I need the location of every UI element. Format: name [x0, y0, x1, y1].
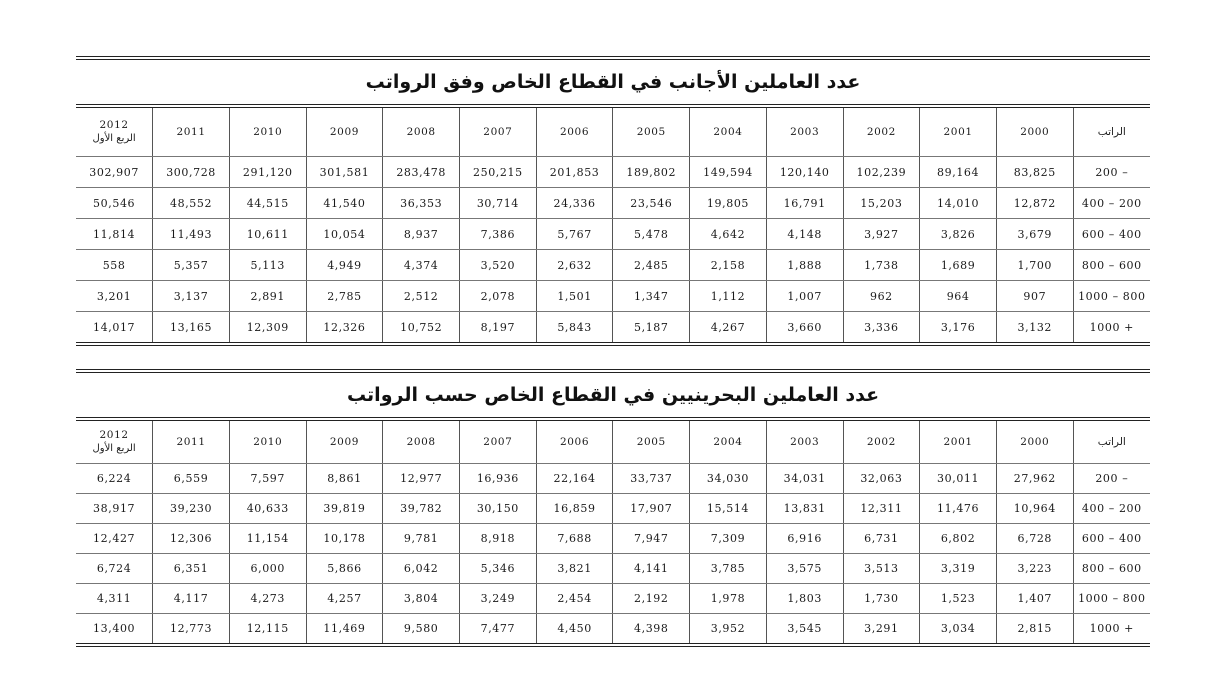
value-cell: 33,737 — [613, 464, 690, 494]
salary-range-cell: 1000 + — [1073, 312, 1150, 343]
header-year-cell: 2003 — [766, 108, 843, 157]
value-cell: 3,223 — [996, 554, 1073, 584]
value-cell: 3,249 — [460, 584, 537, 614]
value-cell: 5,866 — [306, 554, 383, 584]
value-cell: 10,054 — [306, 219, 383, 250]
value-cell: 2,078 — [460, 281, 537, 312]
value-cell: 1,689 — [920, 250, 997, 281]
value-cell: 30,011 — [920, 464, 997, 494]
value-cell: 4,148 — [766, 219, 843, 250]
header-row — [76, 421, 1150, 464]
value-cell: 3,176 — [920, 312, 997, 343]
header-year: 2012 — [99, 119, 129, 131]
header-year-cell: 2011 — [153, 421, 230, 464]
header-year-cell: 2002 — [843, 108, 920, 157]
salary-range-cell: 600 – 400 — [1073, 524, 1150, 554]
value-cell: 40,633 — [229, 494, 306, 524]
value-cell: 3,679 — [996, 219, 1073, 250]
header-year-cell: 2003 — [766, 421, 843, 464]
value-cell: 2,785 — [306, 281, 383, 312]
table-row — [76, 494, 1150, 524]
value-cell: 3,520 — [460, 250, 537, 281]
value-cell: 12,326 — [306, 312, 383, 343]
value-cell: 3,137 — [153, 281, 230, 312]
value-cell: 301,581 — [306, 157, 383, 188]
table-row — [76, 464, 1150, 494]
value-cell: 907 — [996, 281, 1073, 312]
value-cell: 7,386 — [460, 219, 537, 250]
value-cell: 5,843 — [536, 312, 613, 343]
table-row — [76, 250, 1150, 281]
value-cell: 7,477 — [460, 614, 537, 644]
value-cell: 3,132 — [996, 312, 1073, 343]
salary-range-cell: 800 – 600 — [1073, 250, 1150, 281]
value-cell: 6,731 — [843, 524, 920, 554]
value-cell: 5,478 — [613, 219, 690, 250]
value-cell: 3,575 — [766, 554, 843, 584]
value-cell: 16,791 — [766, 188, 843, 219]
header-cell-2012 — [76, 108, 153, 157]
value-cell: 4,117 — [153, 584, 230, 614]
header-year-cell: 2008 — [383, 421, 460, 464]
header-year-cell: 2005 — [613, 421, 690, 464]
salary-range-cell: 600 – 400 — [1073, 219, 1150, 250]
value-cell: 102,239 — [843, 157, 920, 188]
value-cell: 291,120 — [229, 157, 306, 188]
value-cell: 24,336 — [536, 188, 613, 219]
value-cell: 4,642 — [690, 219, 767, 250]
value-cell: 12,311 — [843, 494, 920, 524]
value-cell: 13,400 — [93, 622, 136, 635]
bottom-double-rule — [76, 643, 1150, 647]
value-cell: 9,580 — [383, 614, 460, 644]
value-cell: 558 — [76, 250, 153, 281]
value-cell: 4,398 — [613, 614, 690, 644]
table-row — [76, 281, 1150, 312]
value-cell: 189,802 — [613, 157, 690, 188]
value-cell: 5,767 — [536, 219, 613, 250]
bahraini-workers-table — [76, 421, 1150, 643]
value-cell: 15,514 — [690, 494, 767, 524]
value-cell: 4,267 — [690, 312, 767, 343]
value-cell: 22,164 — [536, 464, 613, 494]
value-cell: 7,309 — [690, 524, 767, 554]
value-cell: 300,728 — [153, 157, 230, 188]
value-cell: 3,201 — [76, 281, 153, 312]
value-cell: 12,306 — [153, 524, 230, 554]
value-cell: 3,513 — [843, 554, 920, 584]
value-cell: 1,523 — [920, 584, 997, 614]
value-cell: 4,450 — [536, 614, 613, 644]
value-cell: 2,891 — [229, 281, 306, 312]
header-year-cell: 2010 — [229, 421, 306, 464]
value-cell: 11,814 — [76, 219, 153, 250]
value-cell: 8,937 — [383, 219, 460, 250]
table-row — [76, 524, 1150, 554]
value-cell: 3,826 — [920, 219, 997, 250]
value-cell: 3,821 — [536, 554, 613, 584]
value-cell: 1,730 — [843, 584, 920, 614]
header-year-cell: 2004 — [690, 421, 767, 464]
value-cell: 16,936 — [460, 464, 537, 494]
value-cell: 6,224 — [76, 464, 153, 494]
header-year-cell: 2004 — [690, 108, 767, 157]
salary-range-cell: 800 – 600 — [1073, 554, 1150, 584]
header-year-note: الربع الأول — [92, 443, 136, 454]
value-cell: 6,802 — [920, 524, 997, 554]
value-cell: 3,034 — [920, 614, 997, 644]
value-cell: 10,752 — [383, 312, 460, 343]
header-year-cell: 2000 — [996, 108, 1073, 157]
value-cell: 5,113 — [229, 250, 306, 281]
value-cell: 4,374 — [383, 250, 460, 281]
value-cell: 3,319 — [920, 554, 997, 584]
value-cell: 39,782 — [383, 494, 460, 524]
header-year-cell: 2005 — [613, 108, 690, 157]
table-row — [76, 157, 1150, 188]
value-cell: 38,917 — [76, 494, 153, 524]
value-cell: 10,178 — [306, 524, 383, 554]
value-cell: 1,501 — [536, 281, 613, 312]
header-year-cell: 2006 — [536, 421, 613, 464]
value-cell: 6,916 — [766, 524, 843, 554]
value-cell: 3,927 — [843, 219, 920, 250]
value-cell: 32,063 — [843, 464, 920, 494]
bottom-double-rule — [76, 342, 1150, 346]
header-year-cell: 2011 — [153, 108, 230, 157]
value-cell: 44,515 — [229, 188, 306, 219]
value-cell: 5,346 — [460, 554, 537, 584]
value-cell: 8,918 — [460, 524, 537, 554]
value-cell: 30,714 — [460, 188, 537, 219]
value-cell: 83,825 — [996, 157, 1073, 188]
value-cell: 89,164 — [920, 157, 997, 188]
value-cell: 3,660 — [766, 312, 843, 343]
value-cell: 6,351 — [153, 554, 230, 584]
value-cell: 1,407 — [996, 584, 1073, 614]
value-cell: 16,859 — [536, 494, 613, 524]
header-row — [76, 108, 1150, 157]
value-cell: 34,030 — [690, 464, 767, 494]
value-cell: 1,007 — [766, 281, 843, 312]
value-cell: 3,785 — [690, 554, 767, 584]
header-year: 2012 — [99, 429, 129, 441]
value-cell: 5,357 — [153, 250, 230, 281]
value-cell: 27,962 — [996, 464, 1073, 494]
value-cell: 4,273 — [229, 584, 306, 614]
value-cell: 1,347 — [613, 281, 690, 312]
value-cell: 1,700 — [996, 250, 1073, 281]
value-cell: 23,546 — [613, 188, 690, 219]
value-cell: 7,947 — [613, 524, 690, 554]
value-cell: 2,632 — [536, 250, 613, 281]
value-cell: 2,454 — [536, 584, 613, 614]
value-cell: 149,594 — [690, 157, 767, 188]
value-cell: 120,140 — [766, 157, 843, 188]
salary-range-cell: 1000 + — [1073, 614, 1150, 644]
value-cell: 2,485 — [613, 250, 690, 281]
header-year-cell: 2010 — [229, 108, 306, 157]
salary-range-cell: 400 – 200 — [1073, 494, 1150, 524]
header-year-cell: 2009 — [306, 108, 383, 157]
value-cell: 6,000 — [229, 554, 306, 584]
value-cell: 19,805 — [690, 188, 767, 219]
value-cell: 962 — [843, 281, 920, 312]
value-cell: 6,559 — [153, 464, 230, 494]
value-cell: 250,215 — [460, 157, 537, 188]
value-cell: 10,964 — [996, 494, 1073, 524]
value-cell: 30,150 — [460, 494, 537, 524]
value-cell: 6,724 — [76, 554, 153, 584]
value-cell: 12,309 — [229, 312, 306, 343]
value-cell: 12,977 — [383, 464, 460, 494]
value-cell: 1,803 — [766, 584, 843, 614]
value-cell: 39,819 — [306, 494, 383, 524]
value-cell: 10,611 — [229, 219, 306, 250]
value-cell: 6,042 — [383, 554, 460, 584]
value-cell: 964 — [920, 281, 997, 312]
salary-range-cell: 1000 – 800 — [1073, 584, 1150, 614]
value-cell: 34,031 — [766, 464, 843, 494]
value-cell: 3,336 — [843, 312, 920, 343]
value-cell: 7,597 — [229, 464, 306, 494]
value-cell: 11,154 — [229, 524, 306, 554]
value-cell: 39,230 — [153, 494, 230, 524]
table-row — [76, 584, 1150, 614]
bahraini-workers-section — [76, 369, 1150, 647]
value-cell: 4,141 — [613, 554, 690, 584]
value-cell: 17,907 — [613, 494, 690, 524]
value-cell: 3,291 — [843, 614, 920, 644]
header-year-cell: 2007 — [460, 421, 537, 464]
header-year-cell: 2002 — [843, 421, 920, 464]
salary-range-cell: 400 – 200 — [1073, 188, 1150, 219]
header-year-note: الربع الأول — [92, 133, 136, 144]
value-cell: 11,476 — [920, 494, 997, 524]
value-cell: 2,192 — [613, 584, 690, 614]
value-cell: 14,010 — [920, 188, 997, 219]
value-cell: 2,158 — [690, 250, 767, 281]
table-title: عدد العاملين البحرينيين في القطاع الخاص حسب الرواتب — [346, 384, 880, 406]
salary-range-cell: 200 – — [1073, 464, 1150, 494]
value-cell: 7,688 — [536, 524, 613, 554]
value-cell: 11,493 — [153, 219, 230, 250]
salary-range-cell: 1000 – 800 — [1073, 281, 1150, 312]
table-row — [76, 554, 1150, 584]
value-cell: 12,872 — [996, 188, 1073, 219]
value-cell: 14,017 — [93, 320, 136, 334]
value-cell: 283,478 — [383, 157, 460, 188]
value-cell: 5,187 — [613, 312, 690, 343]
value-cell: 3,545 — [766, 614, 843, 644]
value-cell: 12,115 — [229, 614, 306, 644]
value-cell: 302,907 — [76, 157, 153, 188]
header-year-cell: 2000 — [996, 421, 1073, 464]
value-cell: 36,353 — [383, 188, 460, 219]
foreign-workers-section — [76, 56, 1150, 346]
value-cell: 4,311 — [76, 584, 153, 614]
value-cell: 4,257 — [306, 584, 383, 614]
header-salary-label: الراتب — [1073, 108, 1150, 157]
value-cell: 8,861 — [306, 464, 383, 494]
value-cell: 41,540 — [306, 188, 383, 219]
value-cell: 2,512 — [383, 281, 460, 312]
value-cell: 1,888 — [766, 250, 843, 281]
value-cell: 3,952 — [690, 614, 767, 644]
value-cell: 6,728 — [996, 524, 1073, 554]
value-cell: 1,738 — [843, 250, 920, 281]
table-row — [76, 614, 1150, 644]
value-cell: 9,781 — [383, 524, 460, 554]
value-cell: 3,804 — [383, 584, 460, 614]
value-cell: 11,469 — [306, 614, 383, 644]
value-cell: 4,949 — [306, 250, 383, 281]
value-cell: 48,552 — [153, 188, 230, 219]
header-year-cell: 2001 — [920, 421, 997, 464]
foreign-workers-table — [76, 108, 1150, 342]
value-cell: 12,773 — [153, 614, 230, 644]
header-year-cell: 2006 — [536, 108, 613, 157]
value-cell: 15,203 — [843, 188, 920, 219]
header-year-cell: 2009 — [306, 421, 383, 464]
value-cell: 2,815 — [996, 614, 1073, 644]
header-salary-label: الراتب — [1073, 421, 1150, 464]
header-cell-2012 — [76, 421, 153, 464]
value-cell: 13,831 — [766, 494, 843, 524]
value-cell: 1,112 — [690, 281, 767, 312]
value-cell: 1,978 — [690, 584, 767, 614]
table-row — [76, 188, 1150, 219]
header-year-cell: 2007 — [460, 108, 537, 157]
value-cell: 201,853 — [536, 157, 613, 188]
table-row — [76, 312, 1150, 343]
value-cell: 12,427 — [76, 524, 153, 554]
header-year-cell: 2008 — [383, 108, 460, 157]
value-cell: 13,165 — [153, 312, 230, 343]
table-title: عدد العاملين الأجانب في القطاع الخاص وفق الرواتب — [365, 71, 861, 93]
salary-range-cell: 200 – — [1073, 157, 1150, 188]
header-year-cell: 2001 — [920, 108, 997, 157]
table-row — [76, 219, 1150, 250]
value-cell: 50,546 — [76, 188, 153, 219]
value-cell: 8,197 — [460, 312, 537, 343]
